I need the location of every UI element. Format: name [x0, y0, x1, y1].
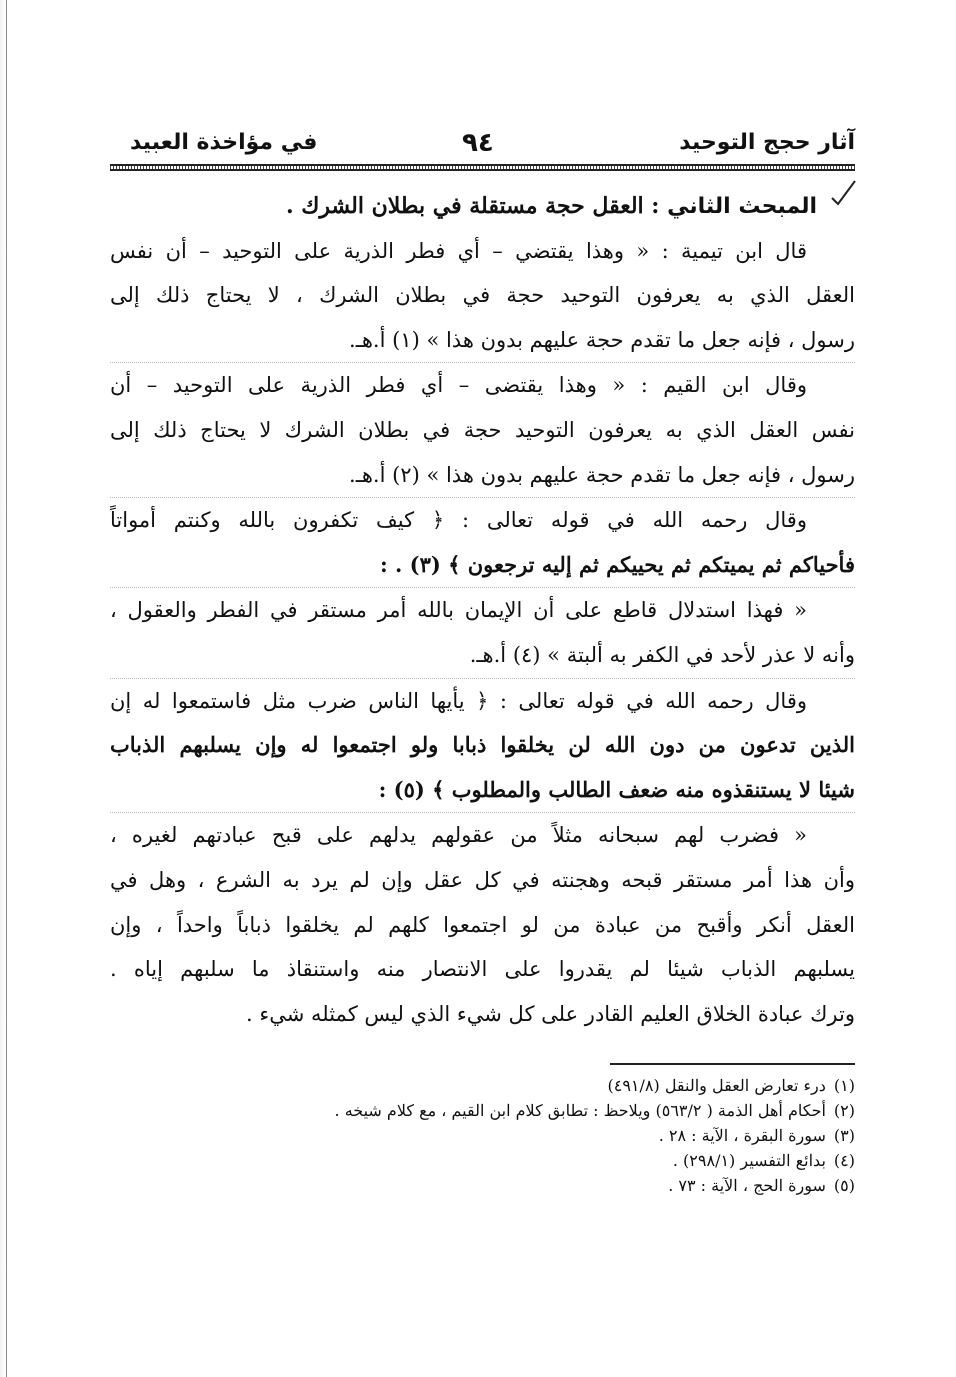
- text-line: الذين تدعون من دون الله لن يخلقوا ذبابا ولو اجتمعوا له وإن يسلبهم الذباب: [110, 732, 855, 758]
- header-book-title: آثار حجج التوحيد: [679, 130, 855, 155]
- header-book-subtitle: في مؤاخذة العبيد: [130, 130, 318, 155]
- header-divider: [110, 164, 855, 171]
- footnote-text: سورة البقرة ، الآية : ٢٨ .: [658, 1126, 826, 1145]
- text-line: شيئا لا يستنقذوه منه ضعف الطالب والمطلوب ﴾ (٥) :: [378, 776, 855, 802]
- footnote-text: أحكام أهل الذمة ( ٥٦٣/٢) ويلاحظ : تطابق كلام ابن القيم ، مع كلام شيخه .: [334, 1101, 826, 1120]
- text-line: رسول ، فإنه جعل ما تقدم حجة عليهم بدون هذا » (١) أ.هـ.: [349, 327, 855, 352]
- text-line: وقال ابن القيم : « وهذا يقتضى – أي فطر الذرية على التوحيد – أن: [110, 362, 855, 408]
- text-line: نفس العقل الذي به يعرفون التوحيد حجة في بطلان الشرك لا يحتاج ذلك إلى: [110, 417, 855, 442]
- text-line: وأنه لا عذر لأحد في الكفر به ألبتة » (٤) أ.هـ.: [469, 642, 855, 667]
- page-number: ٩٤: [462, 128, 494, 158]
- text-line: وأن هذا أمر مستقر قبحه وهجنته في كل عقل وإن لم يرد به الشرع ، وهل في: [110, 867, 855, 892]
- footnote-number: (٤): [833, 1151, 855, 1170]
- text-line: قال ابن تيمية : « وهذا يقتضي – أي فطر الذرية على التوحيد – أن نفس: [110, 238, 807, 263]
- text-line: وترك عبادة الخلاق العليم القادر على كل شيء الذي ليس كمثله شيء .: [246, 1001, 855, 1026]
- text-line: وقال رحمه الله في قوله تعالى : ﴿ كيف تكفرون بالله وكنتم أمواتاً: [110, 497, 855, 543]
- footnote-text: بدائع التفسير (٢٩٨/١) .: [672, 1151, 826, 1170]
- footnote-item: [110, 1098, 855, 1123]
- footnote-number: (١): [833, 1076, 855, 1095]
- footnote-item: [110, 1073, 855, 1098]
- footnotes: [110, 1073, 855, 1198]
- footnote-item: [110, 1173, 855, 1198]
- text-line: رسول ، فإنه جعل ما تقدم حجة عليهم بدون هذا » (٢) أ.هـ.: [349, 462, 855, 487]
- text-line: العقل أنكر وأقبح من عبادة من لو اجتمعوا كلهم لم يخلقوا ذباباً واحداً ، وإن: [110, 912, 855, 937]
- footnote-number: (٥): [833, 1176, 855, 1195]
- footnote-text: درء تعارض العقل والنقل (٤٩١/٨): [607, 1076, 826, 1095]
- footnote-item: [110, 1148, 855, 1173]
- book-page: [110, 0, 855, 1377]
- text-line: يسلبهم الذباب شيئا لم يقدروا على الانتصار منه واستنقاذ ما سلبهم إياه .: [110, 957, 855, 982]
- section-label: المبحث الثاني: [667, 194, 817, 219]
- text-line: العقل الذي به يعرفون التوحيد حجة في بطلان الشرك ، لا يحتاج ذلك إلى: [110, 283, 855, 308]
- text-line: « فهذا استدلال قاطع على أن الإيمان بالله أمر مستقر في الفطر والعقول ،: [110, 587, 855, 633]
- footnote-text: سورة الحج ، الآية : ٧٣ .: [668, 1176, 826, 1195]
- section-heading: [110, 184, 855, 229]
- footnote-item: [110, 1123, 855, 1148]
- scan-binding-edge: [0, 0, 7, 1377]
- footnote-divider: [610, 1063, 855, 1065]
- section-title: : العقل حجة مستقلة في بطلان الشرك .: [285, 193, 660, 219]
- footnote-number: (٢): [833, 1101, 855, 1120]
- text-line: فأحياكم ثم يميتكم ثم يحييكم ثم إليه ترجعون ﴾ (٣) . :: [379, 551, 855, 577]
- footnote-number: (٣): [833, 1126, 855, 1145]
- running-header: [110, 126, 855, 162]
- main-text: [110, 184, 855, 1036]
- text-line: « فضرب لهم سبحانه مثلاً من عقولهم يدلهم على قبح عبادتهم لغيره ،: [110, 812, 855, 858]
- text-line: وقال رحمه الله في قوله تعالى : ﴿ يأيها الناس ضرب مثل فاستمعوا له إن: [110, 678, 855, 724]
